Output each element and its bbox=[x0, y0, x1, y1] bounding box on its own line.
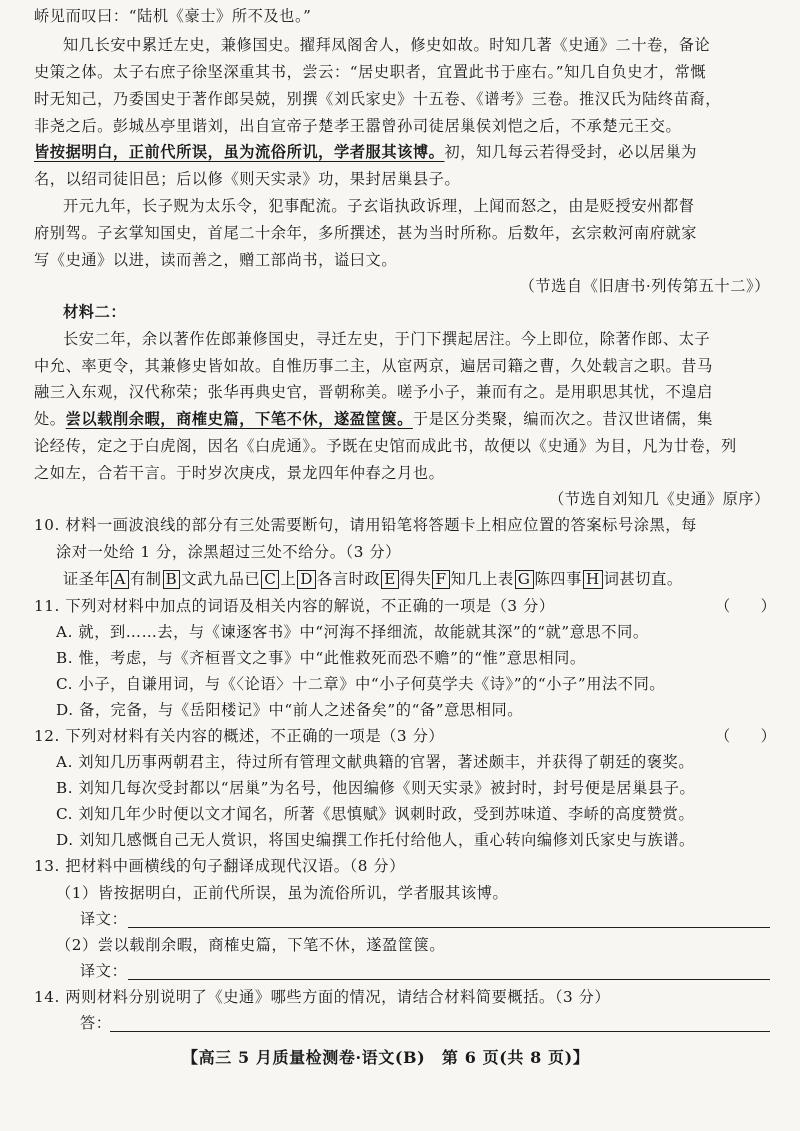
material1-source: （节选自《旧唐书·列传第五十二》） bbox=[519, 277, 770, 295]
q10-option-box[interactable]: E bbox=[381, 570, 399, 589]
q12-option-d: D. 刘知几感慨自己无人赏识，将国史编撰工作托付给他人，重心转向编修刘氏家史与族谱。 bbox=[56, 831, 695, 849]
q10-option-box[interactable]: F bbox=[432, 570, 449, 589]
q10-segment: 得失 bbox=[399, 570, 432, 588]
footer-page-number: 第 6 页(共 8 页)】 bbox=[441, 1048, 590, 1067]
q10-segment: 上 bbox=[280, 570, 297, 588]
material2-line: 之如左，合若干言。于时岁次庚戌，景龙四年仲春之月也。 bbox=[34, 464, 445, 482]
q13-answer-line-2[interactable] bbox=[128, 979, 770, 980]
q10-stem: 10. 材料一画波浪线的部分有三处需要断句，请用铅笔将答题卡上相应位置的答案标号涂黑，每 bbox=[34, 516, 697, 534]
material2-line: 长安二年，余以著作佐郎兼修国史，寻迁左史，于门下撰起居注。今上即位，除著作郎、太子 bbox=[63, 330, 711, 348]
material2-line: 处。 bbox=[34, 410, 66, 428]
q10-option-box[interactable]: H bbox=[583, 570, 603, 589]
material2-underlined-sentence: 尝以载削余暇，商榷史篇，下笔不休，遂盈筐箧。 bbox=[65, 410, 413, 428]
material2-line: 论经传，定之于白虎阁，因名《白虎通》。予既在史馆而成此书，故便以《史通》为目，凡为廿卷，列 bbox=[34, 437, 737, 455]
q11-option-d: D. 备，完备，与《岳阳楼记》中“前人之述备矣”的“备”意思相同。 bbox=[56, 701, 524, 719]
q12-option-b: B. 刘知几每次受封都以“居巢”为名号，他因编修《则天实录》被封时，封号便是居巢县子。 bbox=[56, 779, 696, 797]
q10-segment: 证圣年 bbox=[63, 570, 111, 588]
q10-segment: 陈四事 bbox=[534, 570, 582, 588]
page-footer bbox=[182, 1048, 589, 1068]
q11-stem: 11. 下列对材料中加点的词语及相关内容的解说，不正确的一项是（3 分） bbox=[34, 597, 555, 615]
q13-item-2: （2）尝以载削余暇，商榷史篇，下笔不休，遂盈筐箧。 bbox=[56, 936, 446, 954]
q14-answer-line[interactable] bbox=[110, 1031, 770, 1032]
material1-line: 知几长安中累迁左史，兼修国史。擢拜凤阁舍人，修史如故。时知几著《史通》二十卷，备论 bbox=[63, 36, 711, 54]
q14-stem: 14. 两则材料分别说明了《史通》哪些方面的情况，请结合材料简要概括。（3 分） bbox=[34, 988, 611, 1006]
q10-sentence bbox=[63, 569, 683, 589]
q13-stem: 13. 把材料中画横线的句子翻译成现代汉语。（8 分） bbox=[34, 857, 406, 875]
q11-answer-paren[interactable]: （ ） bbox=[715, 597, 776, 615]
q10-stem: 涂对一处给 1 分，涂黑超过三处不给分。（3 分） bbox=[56, 543, 401, 561]
q11-option-a: A. 就，到……去，与《谏逐客书》中“河海不择细流，故能就其深”的“就”意思不同。 bbox=[56, 623, 649, 641]
q11-option-c: C. 小子，自谦用词，与《〈论语〉十二章》中“小子何莫学夫《诗》”的“小子”用法不同。 bbox=[56, 675, 666, 693]
material2-line: 中允、率更令，其兼修史皆如故。自惟历事二主，从宦两京，遍居司籍之曹，久处载言之职。昔马 bbox=[34, 357, 713, 375]
q12-stem: 12. 下列对材料有关内容的概述，不正确的一项是（3 分） bbox=[34, 727, 445, 745]
q13-answer-label: 译文： bbox=[80, 910, 128, 928]
material1-underlined-sentence: 皆按据明白，正前代所误，虽为流俗所讥，学者服其该博。 bbox=[34, 143, 445, 161]
q14-answer-label: 答： bbox=[80, 1014, 112, 1032]
material2-line: 融三入东观，汉代称荣；张华再典史官，晋朝称美。嗟予小子，兼而有之。是用职思其忧，不遑启 bbox=[34, 383, 713, 401]
q10-segment: 有制 bbox=[129, 570, 162, 588]
q10-option-box[interactable]: B bbox=[163, 570, 181, 589]
q10-segment: 词甚切直。 bbox=[603, 570, 683, 588]
q13-answer-line-1[interactable] bbox=[128, 927, 770, 928]
q10-option-box[interactable]: D bbox=[297, 570, 316, 589]
material1-line: 初，知几每云若得受封，必以居巢为 bbox=[444, 143, 698, 161]
q12-answer-paren[interactable]: （ ） bbox=[715, 727, 776, 745]
material2-heading: 材料二： bbox=[63, 303, 127, 321]
q10-segment: 知几上表 bbox=[450, 570, 514, 588]
material1-line: 名，以绍司徒旧邑；后以修《则天实录》功，果封居巢县子。 bbox=[34, 170, 461, 188]
q10-option-box[interactable]: A bbox=[111, 570, 129, 589]
material2-source: （节选自刘知几《史通》原序） bbox=[548, 490, 770, 508]
q12-option-a: A. 刘知几历事两朝君主，待过所有管理文献典籍的官署，著述颇丰，并获得了朝廷的褒奖。 bbox=[56, 753, 695, 771]
material1-line: 史策之体。太子右庶子徐坚深重其书，尝云：“居史职者，宜置此书于座右。”知几自负史才，常慨 bbox=[34, 63, 707, 81]
material1-line: 府别驾。子玄掌知国史，首尾二十余年，多所撰述，甚为当时所称。后数年，玄宗敕河南府就家 bbox=[34, 224, 698, 242]
q13-item-1: （1）皆按据明白，正前代所误，虽为流俗所讥，学者服其该博。 bbox=[56, 884, 509, 902]
footer-title: 【高三 5 月质量检测卷·语文(B) bbox=[182, 1048, 426, 1067]
q10-option-box[interactable]: C bbox=[261, 570, 279, 589]
material1-line: 峤见而叹曰：“陆机《豪士》所不及也。” bbox=[34, 7, 312, 25]
q11-option-b: B. 惟，考虑，与《齐桓晋文之事》中“此惟救死而恐不赡”的“惟”意思相同。 bbox=[56, 649, 586, 667]
q10-option-box[interactable]: G bbox=[515, 570, 534, 589]
q10-segment: 各言时政 bbox=[317, 570, 381, 588]
material1-line: 写《史通》以进，读而善之，赠工部尚书，谥曰文。 bbox=[34, 251, 398, 269]
material1-line: 非尧之后。彭城丛亭里谐刘，出自宣帝子楚孝王嚣曾孙司徒居巢侯刘恺之后，不承楚元王交。 bbox=[34, 117, 682, 135]
material1-line: 时无知己，乃委国史于著作郎吴兢，别撰《刘氏家史》十五卷、《谱考》三卷。推汉氏为陆终苗裔， bbox=[34, 90, 722, 108]
material1-line: 开元九年，长子贶为太乐令，犯事配流。子玄诣执政诉理，上闻而怒之，由是贬授安州都督 bbox=[63, 197, 695, 215]
material2-line: 于是区分类聚，编而次之。昔汉世诸儒，集 bbox=[412, 410, 713, 428]
q12-option-c: C. 刘知几年少时便以文才闻名，所著《思慎赋》讽刺时政，受到苏味道、李峤的高度赞赏。 bbox=[56, 805, 695, 823]
q10-segment: 文武九品已 bbox=[181, 570, 261, 588]
q13-answer-label: 译文： bbox=[80, 962, 128, 980]
